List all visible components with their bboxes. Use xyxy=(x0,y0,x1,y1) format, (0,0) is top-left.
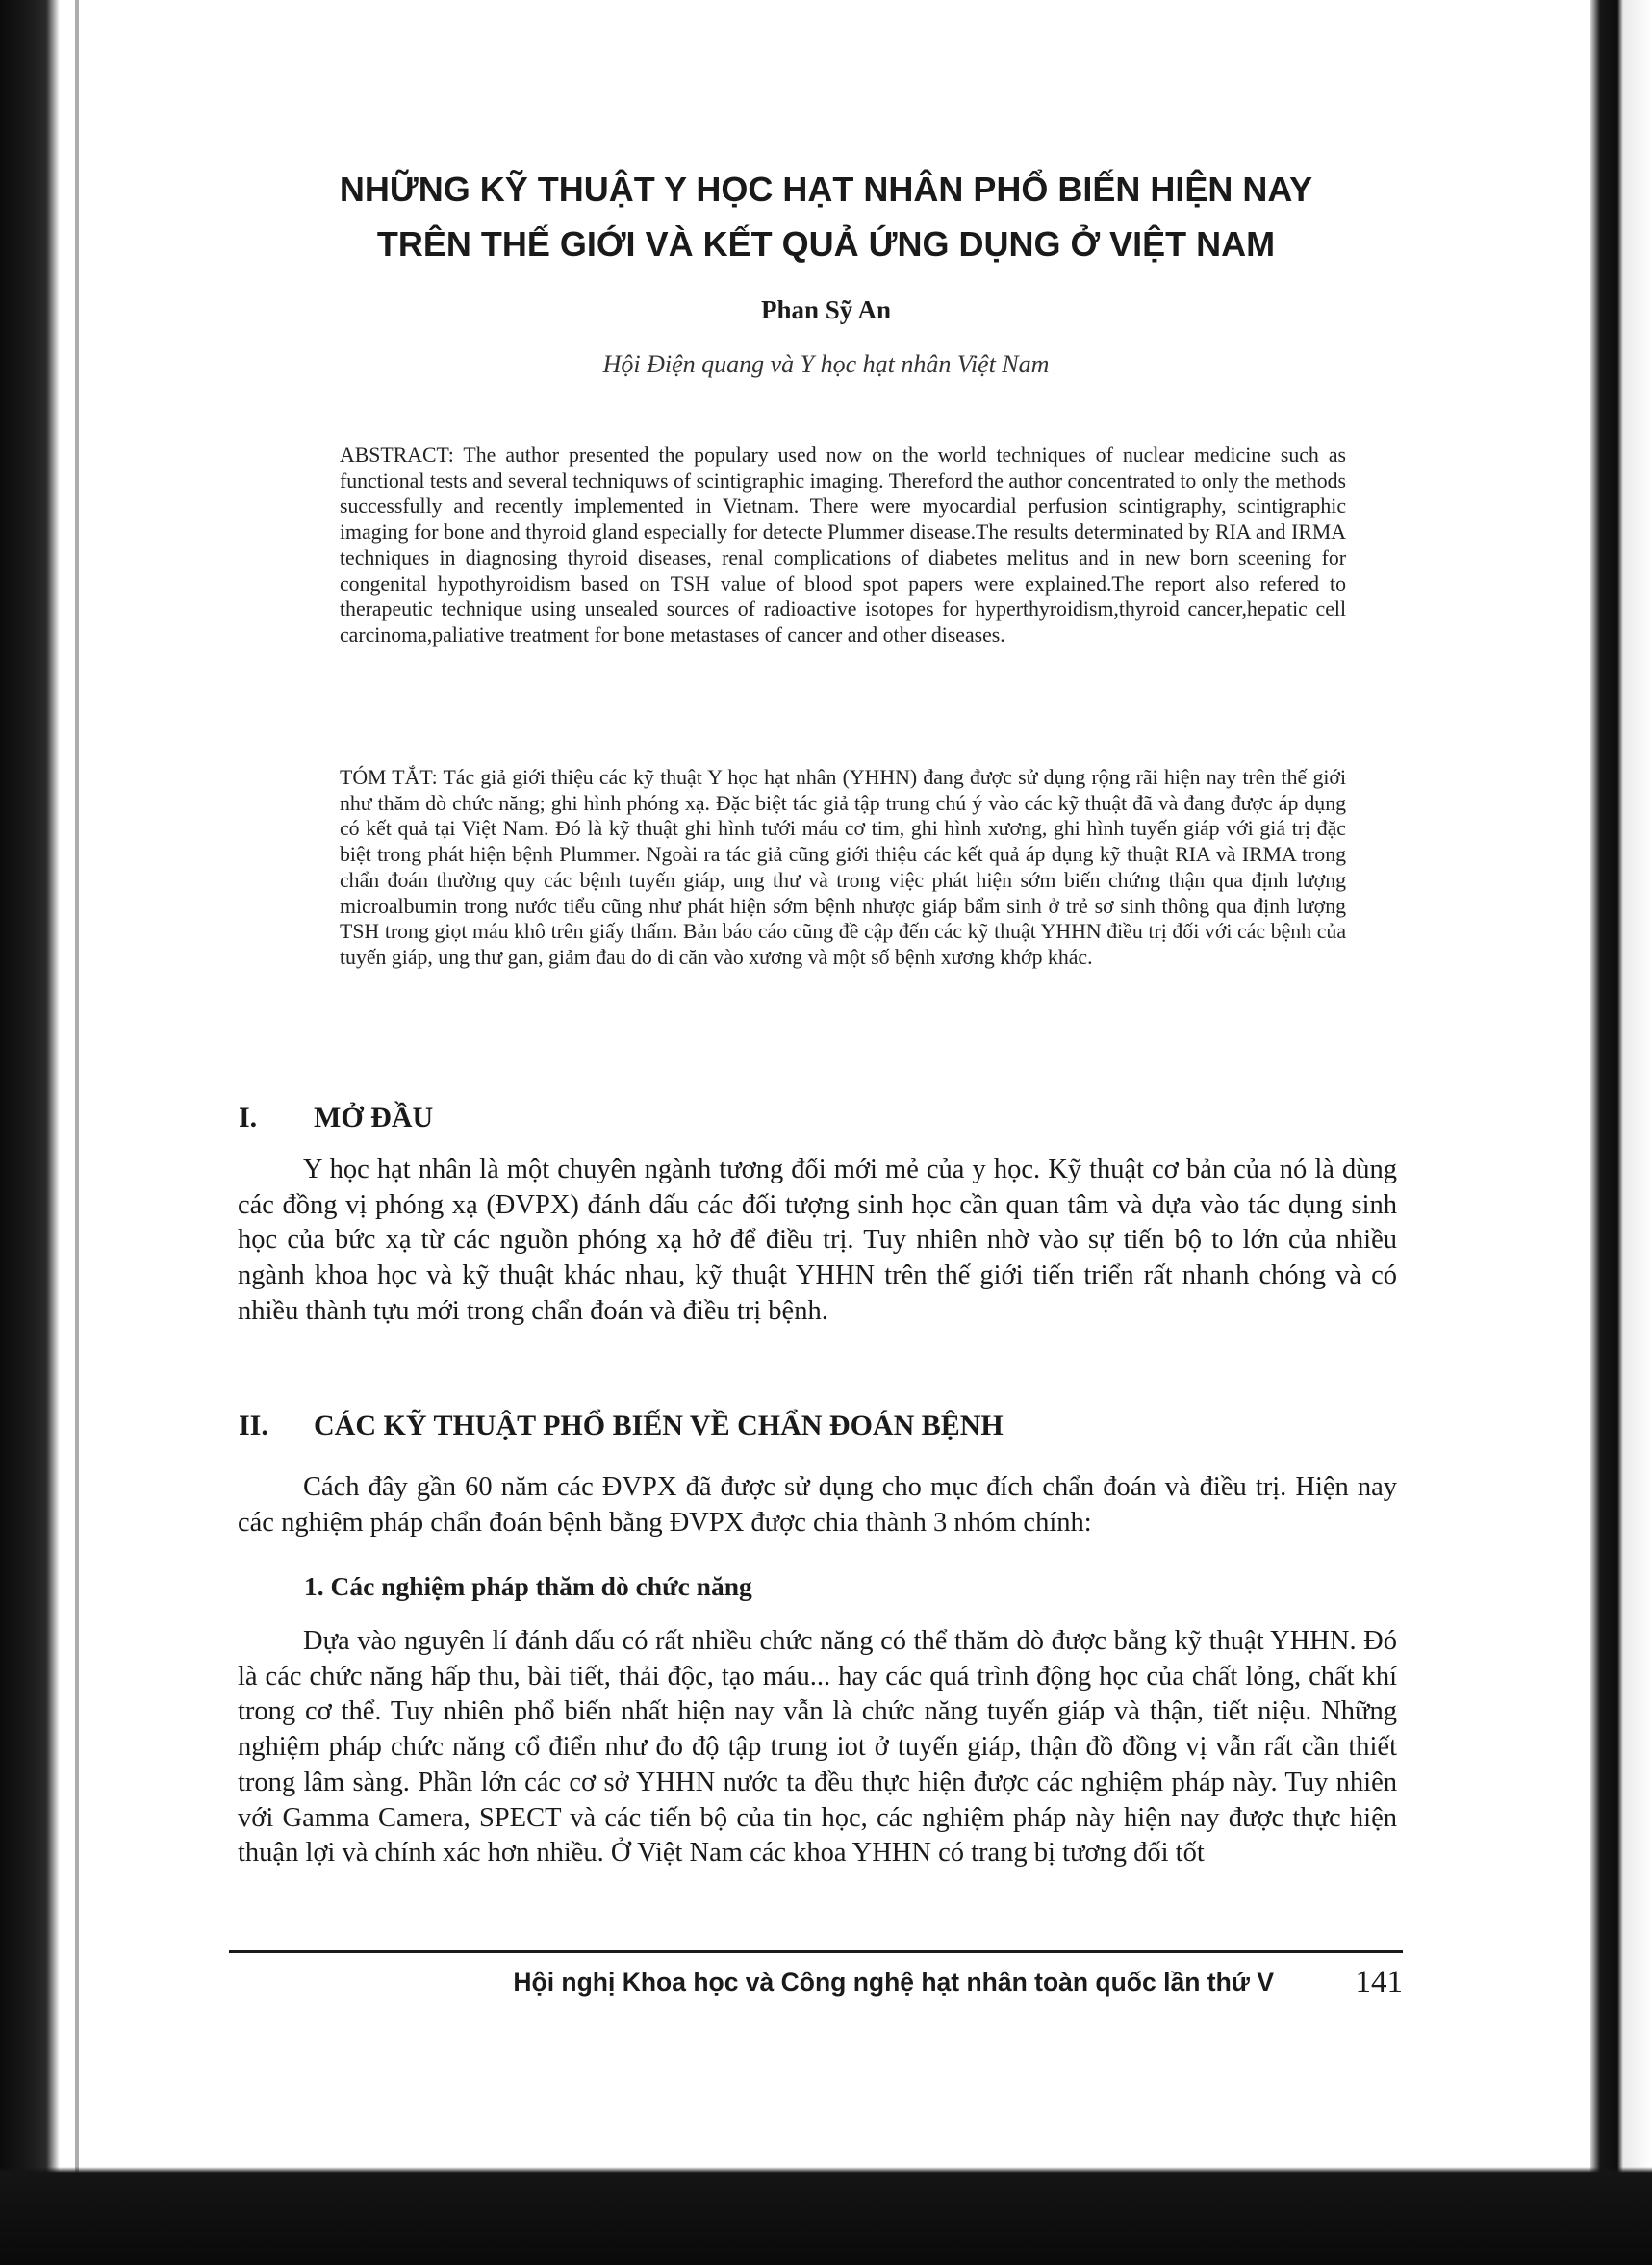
scan-binding-shadow xyxy=(75,0,79,2265)
scan-binding-edge-left xyxy=(0,0,60,2265)
subsection-heading-functional-tests: 1. Các nghiệm pháp thăm dò chức năng xyxy=(304,1571,752,1601)
author-name: Phan Sỹ An xyxy=(760,295,892,324)
footer-divider xyxy=(229,1950,1403,1953)
scan-edge-bottom xyxy=(0,2167,1652,2265)
section-title: MỞ ĐẦU xyxy=(314,1102,434,1133)
page-number: 141 xyxy=(1355,1965,1403,1999)
scan-edge-right xyxy=(1590,0,1652,2265)
section-heading-intro xyxy=(239,1100,433,1136)
functional-tests-paragraph: Dựa vào nguyên lí đánh dấu có rất nhiều chức năng có thể thăm dò được bằng kỹ thuật YHHN. Đó là các chức năng hấp thu, bài tiết, thải độc, tạo máu... hay các quá trình động học của chất lỏng, chất khí trong cơ thể. Tuy nhiên phổ biến nhất hiện nay vẫn là chức năng tuyến giáp và thận, tiết niệu. Những nghiệm pháp chức năng cổ điển như đo độ tập trung iot ở tuyến giáp, thận đồ đồng vị vẫn rất cần thiết trong lâm sàng. Phần lớn các cơ sở YHHN nước ta đều thực hiện được các nghiệm pháp này. Tuy nhiên với Gamma Camera, SPECT và các tiến bộ của tin học, các nghiệm pháp này hiện nay được thực hiện thuận lợi và chính xác hơn nhiều. Ở Việt Nam các khoa YHHN có trang bị tương đối tốt xyxy=(238,1626,1397,1869)
abstract-vietnamese: TÓM TẮT: Tác giả giới thiệu các kỹ thuật Y học hạt nhân (YHHN) đang được sử dụng rộng rãi hiện nay trên thế giới như thăm dò chức năng; ghi hình phóng xạ. Đặc biệt tác giả tập trung chú ý vào các kỹ thuật đã và đang được áp dụng có kết quả tại Việt Nam. Đó là kỹ thuật ghi hình tưới máu cơ tim, ghi hình xương, ghi hình tuyến giáp với giá trị đặc biệt trong phát hiện bệnh Plummer. Ngoài ra tác giả cũng giới thiệu các kết quả áp dụng kỹ thuật RIA và IRMA trong chẩn đoán thường quy các bệnh tuyến giáp, ung thư và trong việc phát hiện sớm biến chứng thận qua định lượng microalbumin trong nước tiểu cũng như phát hiện sớm bệnh nhược giáp bẩm sinh ở trẻ sơ sinh thông qua định lượng TSH trong giọt máu khô trên giấy thấm. Bản báo cáo cũng đề cập đến các kỹ thuật YHHN điều trị đối với các bệnh của tuyến giáp, ung thư gan, giảm đau do di căn vào xương và một số bệnh xương khớp khác. xyxy=(340,766,1346,969)
diagnosis-paragraph: Cách đây gần 60 năm các ĐVPX đã được sử dụng cho mục đích chẩn đoán và điều trị. Hiện nay các nghiệm pháp chẩn đoán bệnh bằng ĐVPX được chia thành 3 nhóm chính: xyxy=(238,1472,1397,1538)
section-title: CÁC KỸ THUẬT PHỔ BIẾN VỀ CHẨN ĐOÁN BỆNH xyxy=(314,1410,1004,1441)
intro-paragraph: Y học hạt nhân là một chuyên ngành tương đối mới mẻ của y học. Kỹ thuật cơ bản của nó là dùng các đồng vị phóng xạ (ĐVPX) đánh dấu các đối tượng sinh học cần quan tâm và dựa vào tác dụng sinh học của bức xạ từ các nguồn phóng xạ hở để điều trị. Tuy nhiên nhờ vào sự tiến bộ to lớn của nhiều ngành khoa học và kỹ thuật khác nhau, kỹ thuật YHHN trên thế giới tiến triển rất nhanh chóng và có nhiều thành tựu mới trong chẩn đoán và điều trị bệnh. xyxy=(238,1155,1397,1326)
section-number: I. xyxy=(239,1102,258,1133)
section-number: II. xyxy=(239,1410,268,1441)
paper-title-line-1: NHỮNG KỸ THUẬT Y HỌC HẠT NHÂN PHỔ BIẾN HIỆN NAY xyxy=(339,169,1313,209)
footer-conference-name: Hội nghị Khoa học và Công nghệ hạt nhân toàn quốc lần thứ V xyxy=(513,1968,1274,1997)
paper-title xyxy=(192,162,1460,271)
section-heading-diagnosis xyxy=(239,1408,1004,1444)
author-affiliation: Hội Điện quang và Y học hạt nhân Việt Nam xyxy=(602,350,1050,378)
abstract-english: ABSTRACT: The author presented the populary used now on the world techniques of nuclear medicine such as functional tests and several techniquws of scintigraphic imaging. Thereford the author concentrated to only the methods successfully and recently implemented in Vietnam. There were myocardial perfusion scintigraphy, scintigraphic imaging for bone and thyroid gland especially for detecte Plummer disease.The results determinated by RIA and IRMA techniques in diagnosing thyroid diseases, renal complications of diabetes melitus and in new born sceening for congenital hypothyroidism based on TSH value of blood spot papers were explained.The report also refered to therapeutic technique using unsealed sources of radioactive isotopes for hyperthyroidism,thyroid cancer,hepatic cell carcinoma,paliative treatment for bone metastases of cancer and other diseases. xyxy=(340,444,1346,647)
paper-title-line-2: TRÊN THẾ GIỚI VÀ KẾT QUẢ ỨNG DỤNG Ở VIỆT NAM xyxy=(376,224,1276,264)
